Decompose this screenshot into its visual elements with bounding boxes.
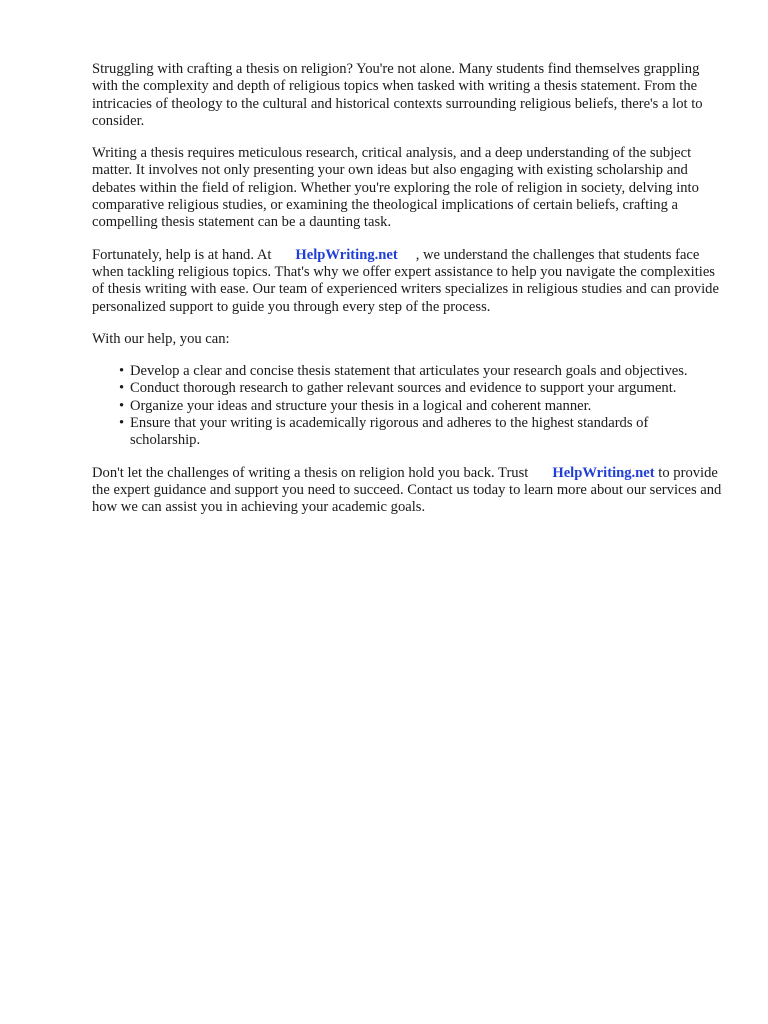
bullet-icon: • — [119, 380, 125, 397]
helpwriting-link[interactable]: HelpWriting.net — [552, 464, 655, 481]
list-item-text: Organize your ideas and structure your thesis in a logical and coherent manner. — [130, 397, 592, 414]
list-item — [92, 398, 722, 415]
list-item-text: Ensure that your writing is academically rigorous and adheres to the highest standards of scholarship. — [130, 415, 649, 449]
benefits-list — [92, 363, 722, 449]
help-paragraph — [92, 247, 722, 316]
help-paragraph-lead: Fortunately, help is at hand. At — [92, 246, 272, 263]
help-paragraph-rest: , we understand the challenges that students face when tackling religious topics. That's why we offer expert assistance to help you navigate the complexities of thesis writing with ease. Our team of experienced writers specializes in religious studies and can provide personalized support to guide you through every step of the process. — [92, 246, 719, 315]
closing-paragraph-lead: Don't let the challenges of writing a thesis on religion hold you back. Trust — [92, 464, 529, 481]
list-item-text: Conduct thorough research to gather relevant sources and evidence to support your argument. — [130, 380, 677, 397]
bullet-icon: • — [119, 415, 125, 432]
requirements-paragraph: Writing a thesis requires meticulous research, critical analysis, and a deep understanding of the subject matter. It involves not only presenting your own ideas but also engaging with existing scholarship and debates within the field of religion. Whether you're exploring the role of religion in society, delving into comparative religious studies, or examining the theological implications of certain beliefs, crafting a compelling thesis statement can be a daunting task. — [92, 145, 699, 231]
document-page — [92, 61, 722, 532]
list-intro: With our help, you can: — [92, 330, 230, 347]
list-item — [92, 363, 722, 380]
list-item — [92, 380, 722, 397]
list-item — [92, 415, 722, 450]
intro-paragraph: Struggling with crafting a thesis on religion? You're not alone. Many students find themselves grappling with the complexity and depth of religious topics when tasked with writing a thesis statement. From the intricacies of theology to the cultural and historical contexts surrounding religious beliefs, there's a lot to consider. — [92, 61, 703, 129]
closing-paragraph-rest: to provide the expert guidance and support you need to succeed. Contact us today to learn more about our services and how we can assist you in achieving your academic goals. — [92, 464, 722, 516]
closing-paragraph — [92, 465, 722, 517]
helpwriting-link[interactable]: HelpWriting.net — [295, 246, 398, 263]
bullet-icon: • — [119, 363, 125, 380]
list-item-text: Develop a clear and concise thesis statement that articulates your research goals and objectives. — [130, 363, 688, 380]
bullet-icon: • — [119, 397, 125, 414]
